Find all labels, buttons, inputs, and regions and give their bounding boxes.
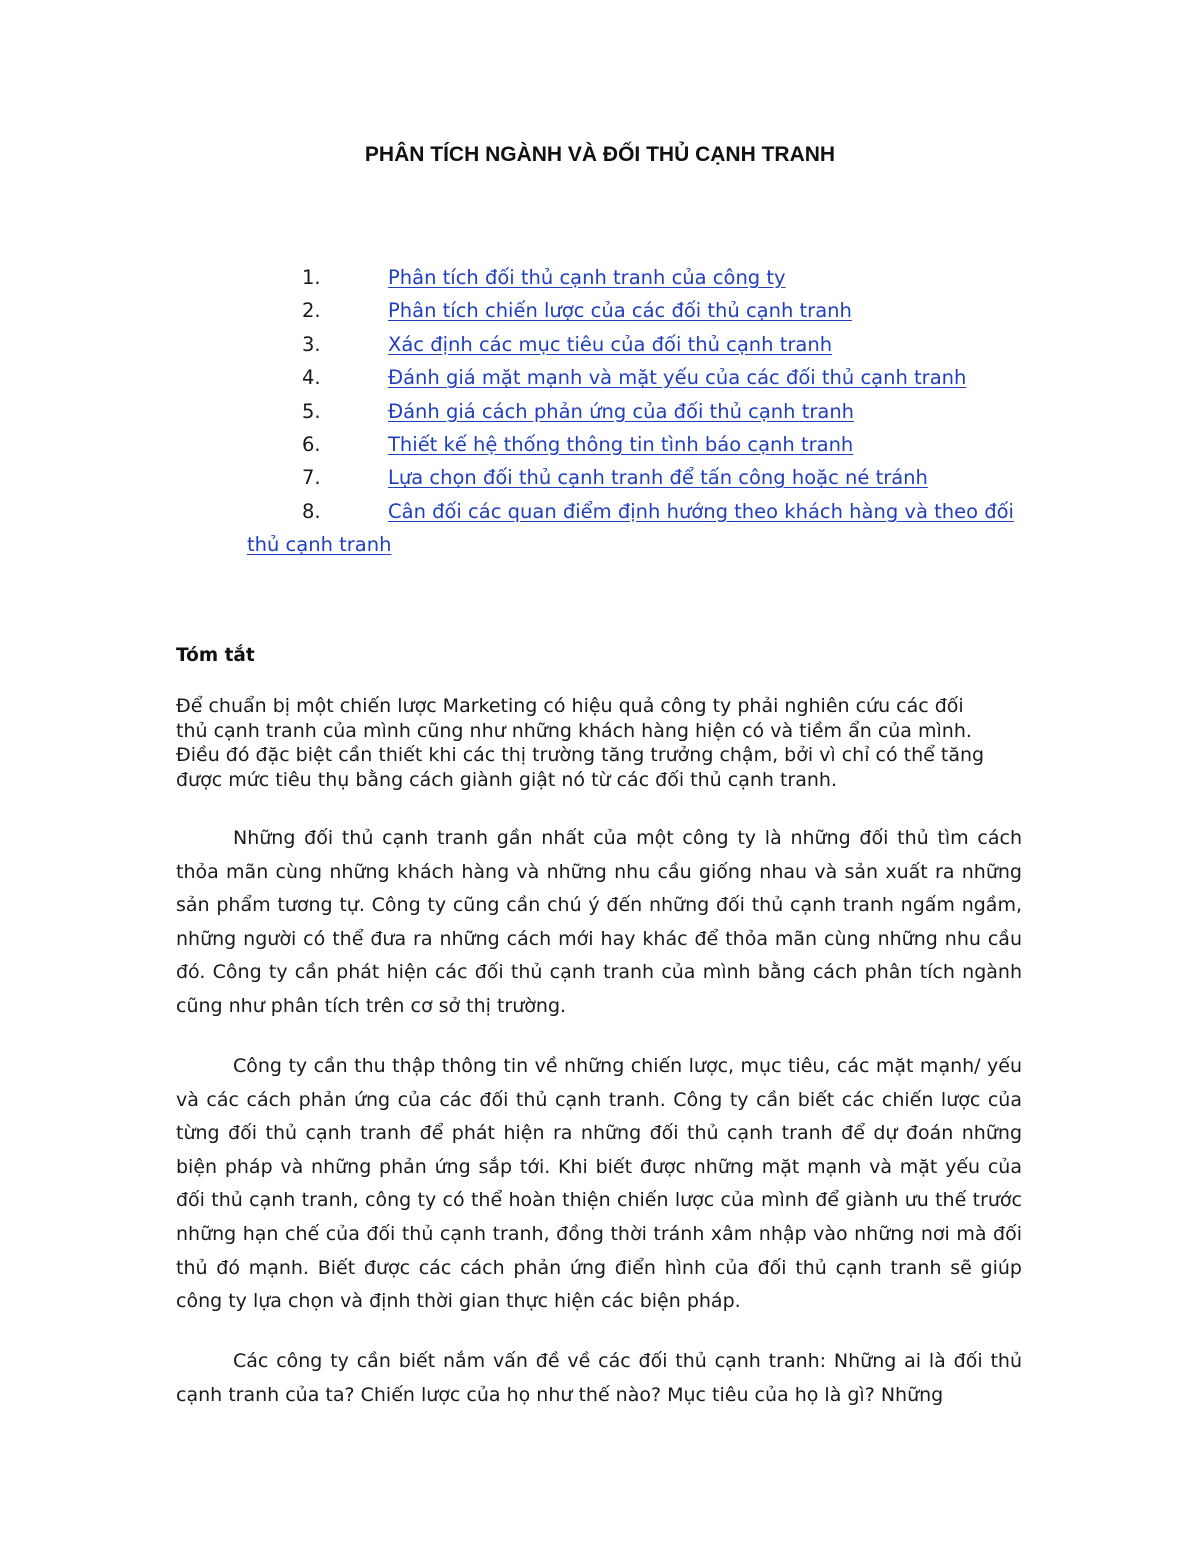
toc-link[interactable]: Đánh giá cách phản ứng của đối thủ cạnh tranh [388, 399, 855, 423]
toc-number: 6. [302, 432, 321, 456]
summary-intro [176, 694, 1026, 792]
intro-line: Để chuẩn bị một chiến lược Marketing có hiệu quả công ty phải nghiên cứu các đối [176, 695, 964, 717]
toc-link[interactable]: Phân tích chiến lược của các đối thủ cạnh tranh [388, 299, 852, 323]
body-paragraph: Các công ty cần biết nắm vấn đề về các đối thủ cạnh tranh: Những ai là đối thủ cạnh tranh của ta? Chiến lược của họ như thế nào? Mục tiêu của họ là gì? Những [176, 1350, 1022, 1406]
toc-link[interactable]: Lựa chọn đối thủ cạnh tranh để tấn công hoặc né tránh [388, 466, 928, 490]
toc-item [0, 331, 1200, 364]
toc-number: 4. [302, 366, 321, 390]
toc-item [0, 398, 1200, 431]
document-title: PHÂN TÍCH NGÀNH VÀ ĐỐI THỦ CẠNH TRANH [364, 143, 836, 166]
toc-number: 7. [302, 466, 321, 490]
toc-number: 5. [302, 399, 321, 423]
summary-heading: Tóm tắt [176, 645, 255, 666]
toc-number: 2. [302, 299, 321, 323]
toc-item [0, 431, 1200, 464]
toc-item [0, 498, 1200, 531]
toc-link[interactable]: Đánh giá mặt mạnh và mặt yếu của các đối thủ cạnh tranh [388, 366, 967, 390]
toc-link[interactable]: Xác định các mục tiêu của đối thủ cạnh tranh [388, 332, 833, 356]
toc-link[interactable]: Phân tích đối thủ cạnh tranh của công ty [388, 266, 786, 289]
intro-line: Điều đó đặc biệt cần thiết khi các thị trường tăng trưởng chậm, bởi vì chỉ có thể tăng [176, 744, 985, 766]
toc-link-continuation[interactable]: thủ cạnh tranh [247, 533, 392, 557]
toc-item [0, 264, 1200, 297]
toc-link[interactable]: Cân đối các quan điểm định hướng theo khách hàng và theo đối [388, 499, 1014, 523]
toc-number: 3. [302, 332, 321, 356]
toc-link[interactable]: Thiết kế hệ thống thông tin tình báo cạnh tranh [388, 432, 854, 456]
toc-item [0, 297, 1200, 330]
toc-item [0, 464, 1200, 497]
intro-line: thủ cạnh tranh của mình cũng như những khách hàng hiện có và tiềm ẩn của mình. [176, 719, 972, 742]
body-paragraph: Công ty cần thu thập thông tin về những chiến lược, mục tiêu, các mặt mạnh/ yếu và các cách phản ứng của các đối thủ cạnh tranh. Công ty cần biết các chiến lược của từng đối thủ cạnh tranh để phát hiện ra những đối thủ cạnh tranh để dự đoán những biện pháp và những phản ứng sắp tới. Khi biết được những mặt mạnh và mặt yếu của đối thủ cạnh tranh, công ty có thể hoàn thiện chiến lược của mình để giành ưu thế trước những hạn chế của đối thủ cạnh tranh, đồng thời tránh xâm nhập vào những nơi mà đối thủ đó mạnh. Biết được các cách phản ứng điển hình của đối thủ cạnh tranh sẽ giúp công ty lựa chọn và định thời gian thực hiện các biện pháp. [176, 1055, 1022, 1313]
table-of-contents [0, 264, 1200, 565]
toc-number: 8. [302, 499, 321, 523]
toc-number: 1. [302, 266, 321, 289]
intro-line: được mức tiêu thụ bằng cách giành giật nó từ các đối thủ cạnh tranh. [176, 768, 837, 791]
toc-item-continuation [0, 531, 1200, 564]
toc-item [0, 364, 1200, 397]
body-paragraph: Những đối thủ cạnh tranh gần nhất của một công ty là những đối thủ tìm cách thỏa mãn cùng những khách hàng và những nhu cầu giống nhau và sản xuất ra những sản phẩm tương tự. Công ty cũng cần chú ý đến những đối thủ cạnh tranh ngấm ngầm, những người có thể đưa ra những cách mới hay khác để thỏa mãn cùng những nhu cầu đó. Công ty cần phát hiện các đối thủ cạnh tranh của mình bằng cách phân tích ngành cũng như phân tích trên cơ sở thị trường. [176, 827, 1022, 1017]
